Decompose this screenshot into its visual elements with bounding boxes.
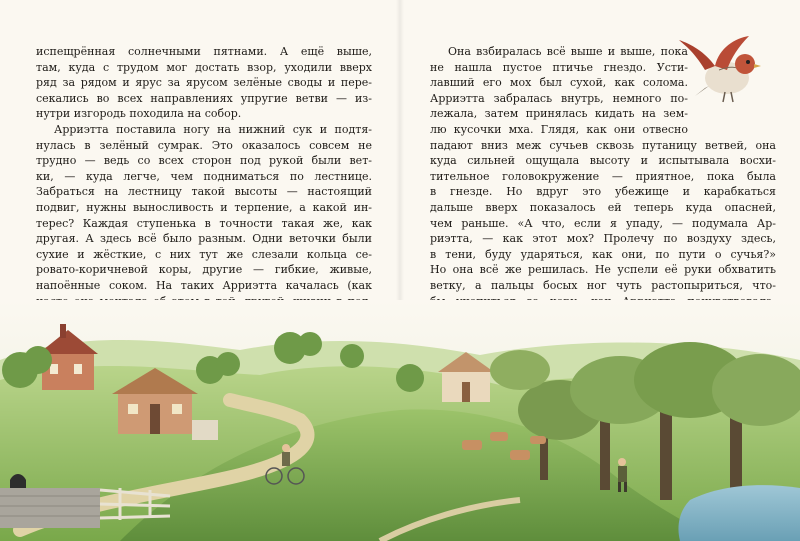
text-line: лавший его мох был сухой, как солома. — [430, 76, 688, 90]
text-line: ки, — куда легче, чем подниматься по лестнице. — [36, 169, 372, 183]
text-line: Но она всё же решилась. Не успели её руки обхватить — [430, 263, 776, 277]
text-line: не нашла пустое птичье гнездо. Усти- — [430, 60, 688, 74]
text-line: в гнезде. Но вдруг это убежище и карабкаться — [430, 185, 776, 199]
text-line: секались во всех направлениях упругие ветви — из- — [36, 91, 372, 105]
text-line: нулась в зелёный сумрак. Это оказалось совсем не — [36, 138, 372, 152]
text-line: другая. А здесь всё было разным. Одни веточки были — [36, 232, 372, 246]
text-line: нутри изгородь походила на собор. — [36, 107, 242, 121]
text-line: Она взбиралась всё выше и выше, пока — [448, 45, 688, 58]
text-line: лю кусочки мха. Глядя, как они отвесно — [430, 122, 688, 136]
text-line: напоённые соком. На таких Арриэтта качалась (как — [36, 278, 372, 292]
text-line: чем раньше. «А что, если я упаду, — подумала Ар- — [430, 216, 776, 230]
text-line: испещрённая солнечными пятнами. А ещё выше, — [36, 45, 372, 58]
text-line: падают вниз меж сучьев сквозь путаницу ветвей, она — [430, 138, 776, 152]
text-line: тительное головокружение — приятное, пока была — [430, 169, 776, 183]
text-line: ветку, а пальцы босых ног чуть растопыриться, что- — [430, 278, 776, 292]
text-line: ряд за рядом и ярус за ярусом зелёные своды и пере- — [36, 76, 372, 90]
text-line: куда сильней ощущала высоту и испытывала восхи- — [430, 154, 776, 168]
text-line: Арриэтта поставила ногу на нижний сук и подтя- — [54, 122, 372, 136]
landscape-illustration — [0, 300, 800, 541]
text-line: дальше вверх показалось ей теперь куда опасней, — [430, 200, 776, 214]
bird-illustration — [675, 30, 775, 110]
text-line: трудно — ведь со всех сторон под рукой были вет- — [36, 154, 372, 168]
text-line: сухие и жёсткие, с них тут же слезали кольца се- — [36, 247, 372, 261]
text-line: подвиг, нужны выносливость и терпение, а какой ин- — [36, 200, 372, 214]
text-line: там, куда с трудом мог достать взор, уходили вверх — [36, 60, 372, 74]
text-line: Забраться на лестницу такой высоты — настоящий — [36, 185, 372, 199]
text-line: в тени, буду ударяться, как они, по пути о сучья?» — [430, 247, 776, 261]
text-line: ровато-коричневой коры, другие — гибкие, живые, — [36, 263, 372, 277]
text-line: лежала, затем принялась кидать на зем- — [430, 107, 688, 121]
text-line: терес? Каждая ступенька в точности такая же, как — [36, 216, 372, 230]
text-line: риэтта, — как этот мох? Пролечу по воздуху здесь, — [430, 232, 776, 246]
text-line: Арриэтта забралась внутрь, немного по- — [430, 91, 688, 105]
